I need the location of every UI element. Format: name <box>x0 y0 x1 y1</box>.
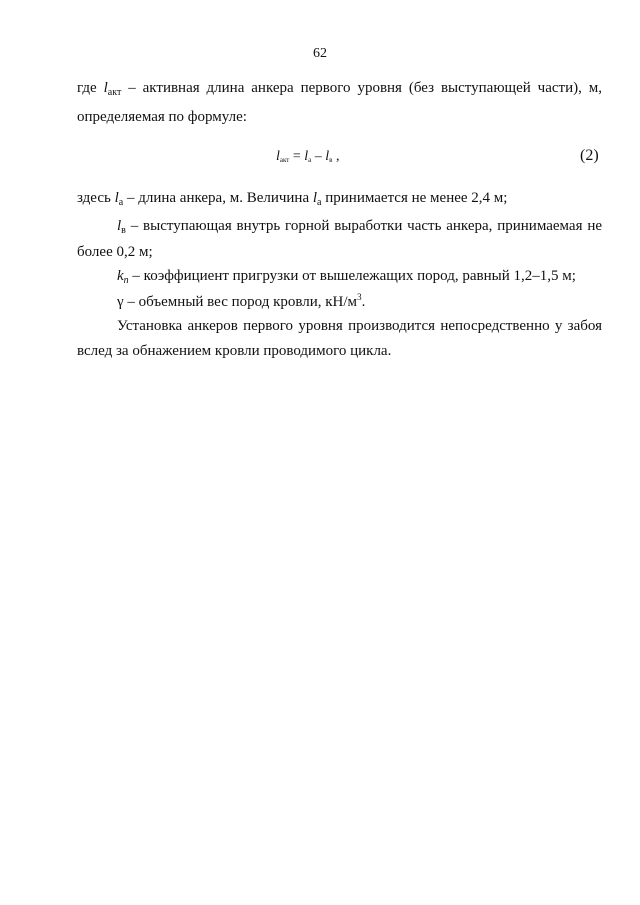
formula-equals: = <box>289 149 305 164</box>
formula-sub-a: а <box>308 156 312 164</box>
sub-v: в <box>121 225 126 236</box>
var-l-a: l <box>114 190 119 206</box>
where-lead: здесь <box>77 190 115 206</box>
where-rest: принимается не менее 2,4 м; <box>321 190 508 206</box>
formula-sub-v: в <box>329 156 333 164</box>
formula-var-l2: l <box>304 149 309 164</box>
kp-text: – коэффициент пригрузки от вышележащих пород, равный 1,2–1,5 м; <box>128 268 576 284</box>
lv-line-1 <box>117 218 602 235</box>
sub-akt: акт <box>107 87 122 98</box>
var-k-p: k <box>117 268 124 284</box>
formula-tail: , <box>332 149 340 164</box>
formula-var-l1: l <box>276 149 280 164</box>
definition-lead: где <box>77 80 97 96</box>
var-l-akt: l <box>103 80 108 96</box>
definition-text: – активная длина анкера первого уровня (без выступающей части), м, <box>121 80 602 96</box>
sub-a: а <box>118 197 124 208</box>
where-line <box>77 190 507 207</box>
where-mid: – длина анкера, м. Величина <box>123 190 313 206</box>
gamma-line <box>117 294 365 311</box>
var-l-a-2: l <box>312 190 318 206</box>
install-line-1: Установка анкеров первого уровня производится непосредственно у забоя <box>117 318 602 334</box>
definition-line-2: определяемая по формуле: <box>77 109 247 125</box>
sub-a-2: а <box>317 197 322 208</box>
install-line-2: вслед за обнажением кровли проводимого цикла. <box>77 343 392 359</box>
definition-line-1 <box>77 80 602 97</box>
gamma-text: γ – объемный вес пород кровли, кН/м <box>117 294 358 310</box>
gamma-end: . <box>361 294 366 310</box>
sub-p: п <box>123 275 129 286</box>
formula-var-l3: l <box>325 149 330 164</box>
page-number: 62 <box>313 46 327 61</box>
formula-number: (2) <box>580 147 599 164</box>
formula-2 <box>276 149 339 165</box>
kp-line <box>117 268 576 285</box>
lv-text: – выступающая внутрь горной выработки часть анкера, принимаемая не <box>125 218 602 234</box>
lv-line-2: более 0,2 м; <box>77 244 153 260</box>
formula-minus: – <box>311 149 326 164</box>
formula-sub-akt: акт <box>279 156 290 164</box>
var-l-v: l <box>117 218 122 234</box>
gamma-sup: 3 <box>357 292 362 302</box>
